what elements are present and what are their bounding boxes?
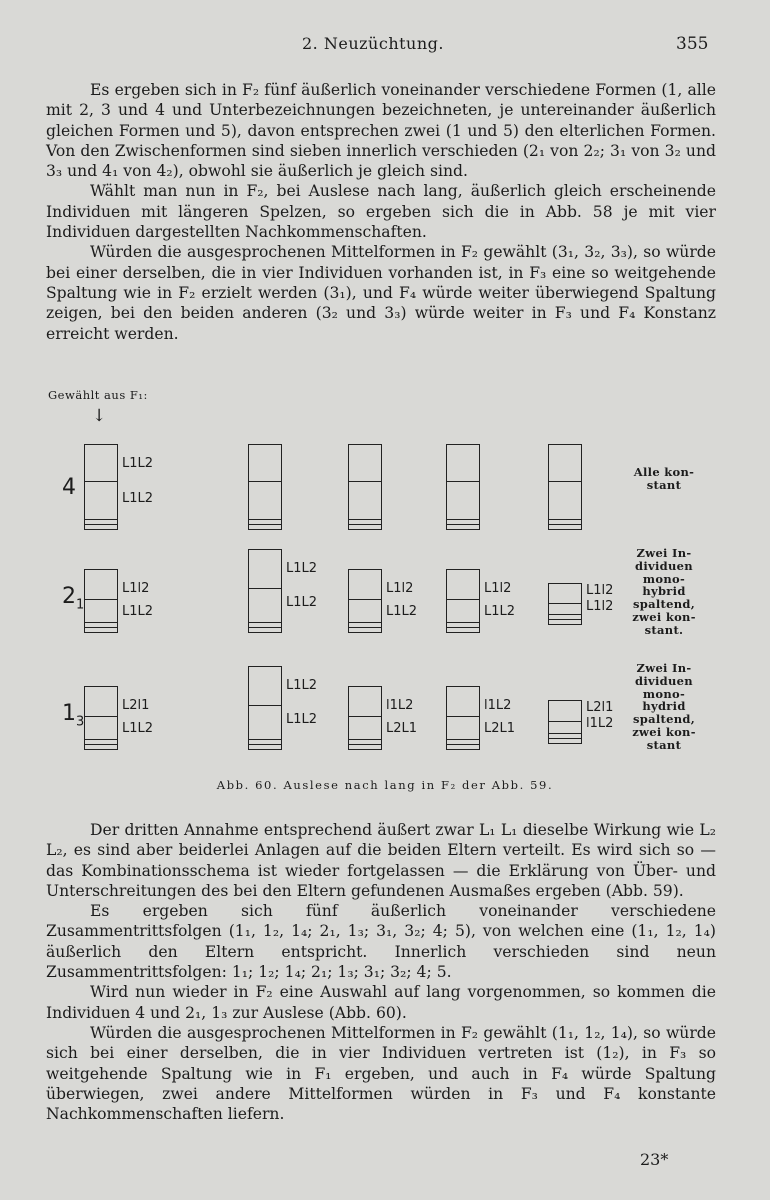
running-header <box>0 34 770 56</box>
row-label-number: 2 <box>62 584 76 609</box>
box-divider <box>447 481 479 482</box>
genotype-label-top: L1l2 <box>586 583 614 598</box>
box-base-line <box>248 622 282 623</box>
plant-box <box>446 569 480 633</box>
box-base-line <box>84 524 118 525</box>
genotype-label-top: L1L2 <box>286 678 318 693</box>
plant-box <box>446 444 480 530</box>
box-base-line <box>348 744 382 745</box>
box-divider <box>549 721 581 722</box>
box-divider <box>447 599 479 600</box>
paragraph: Würden die ausgesprochenen Mittelformen in F₂ gewählt (1₁, 1₂, 1₄), so würde sich bei einer derselben, die in vier Individuen vertreten ist (1₂), in F₃ so weitgehende Spaltung wie in F₁ ergeben, und auch in F₄ würde Spaltung überwiegen, zwei andere Mittelformen würden in F₃ und F₄ konstante Nachkommenschaften liefern. <box>46 1023 716 1124</box>
box-base-line <box>548 524 582 525</box>
box-base-line <box>348 622 382 623</box>
box-divider <box>549 481 581 482</box>
genotype-label-top: L1l2 <box>484 581 512 596</box>
top-text-block <box>46 80 716 344</box>
plant-box <box>84 569 118 633</box>
genotype-label-top: L1L2 <box>122 456 154 471</box>
genotype-label-bottom: L2L1 <box>386 721 418 736</box>
paragraph: Der dritten Annahme entsprechend äußert zwar L₁ L₁ dieselbe Wirkung wie L₂ L₂, es sind aber beiderlei Anlagen auf die beiden Eltern verteilt. Es wird sich so — das Kombinationsschema ist wieder fortgelassen — die Erklärung von Über- und Unterschreitungen des bei den Eltern gefundenen Ausmaßes ergeben (Abb. 59). <box>46 821 716 900</box>
box-divider <box>249 481 281 482</box>
row-label-number: 4 <box>62 475 76 500</box>
box-base-line <box>348 519 382 520</box>
plant-box <box>84 444 118 530</box>
genotype-label-bottom: L2L1 <box>484 721 516 736</box>
row-label-number: 1 <box>62 701 76 726</box>
paragraph: Es ergeben sich fünf äußerlich voneinander verschiedene Zusammentrittsfolgen (1₁, 1₂, 1₄; 2₁, 1₃; 3₁, 3₂; 4; 5), von welchen eine (1₁, 1₂, 1₄) äußerlich den Eltern entspricht. Innerlich verschieden sind neun Zusammentrittsfolgen: 1₁; 1₂; 1₄; 2₁; 1₃; 3₁; 3₂; 4; 5. <box>46 902 716 982</box>
plant-box <box>84 686 118 750</box>
box-divider <box>349 481 381 482</box>
plant-box <box>548 444 582 530</box>
box-base-line <box>446 627 480 628</box>
box-base-line <box>446 744 480 745</box>
plant-box <box>248 549 282 633</box>
plant-box <box>248 444 282 530</box>
paragraph: Wählt man nun in F₂, bei Auslese nach lang, äußerlich gleich erscheinende Individuen mit längeren Spelzen, so ergeben sich die in Abb. 58 je mit vier Individuen dargestellten Nachkommenschaften. <box>46 182 716 242</box>
box-divider <box>447 716 479 717</box>
genotype-label-bottom: L1L2 <box>484 604 516 619</box>
box-base-line <box>84 627 118 628</box>
genotype-label-top: L2l1 <box>122 698 150 713</box>
genotype-label-bottom: L1L2 <box>122 604 154 619</box>
row-note: Zwei In- dividuen mono- hybrid spaltend, zwei kon- stant. <box>632 546 696 637</box>
row-label <box>62 475 76 503</box>
genotype-label-top: L1L2 <box>286 561 318 576</box>
genotype-label-bottom: L1L2 <box>386 604 418 619</box>
box-divider <box>85 599 117 600</box>
box-base-line <box>84 519 118 520</box>
box-divider <box>549 603 581 604</box>
box-base-line <box>348 739 382 740</box>
plant-box <box>348 686 382 750</box>
box-base-line <box>446 739 480 740</box>
row-note: Zwei In- dividuen mono- hydrid spaltend, zwei kon- stant <box>632 661 696 752</box>
box-divider <box>249 705 281 706</box>
box-divider <box>85 481 117 482</box>
paragraph: Es ergeben sich in F₂ fünf äußerlich voneinander verschiedene Formen (1, alle mit 2, 3 und 4 und Unterbezeichnungen bezeichneten, je untereinander äußerlich gleichen Formen und 5), davon entsprechen zwei (1 und 5) den elterlichen Formen. Von den Zwischenformen sind sieben innerlich verschieden (2₁ von 2₂; 3₁ von 3₂ und 3₃ und 4₁ von 4₂), obwohl sie äußerlich je gleich sind. <box>46 81 716 181</box>
row-label <box>62 584 84 612</box>
row-note: Alle kon- stant <box>633 465 695 492</box>
box-base-line <box>84 739 118 740</box>
box-base-line <box>446 622 480 623</box>
down-arrow-icon: ↓ <box>92 406 107 426</box>
row-label-subscript: 1 <box>76 597 85 613</box>
box-base-line <box>348 524 382 525</box>
box-divider <box>349 716 381 717</box>
row-label-subscript: 3 <box>76 714 85 730</box>
box-base-line <box>248 524 282 525</box>
box-base-line <box>248 744 282 745</box>
box-base-line <box>548 619 582 620</box>
plant-box <box>548 700 582 744</box>
plant-box <box>248 666 282 750</box>
genotype-label-bottom: L1l2 <box>586 599 614 614</box>
genotype-label-top: L1l2 <box>386 581 414 596</box>
genotype-label-bottom: l1L2 <box>586 716 614 731</box>
chapter-title: 2. Neuzüchtung. <box>302 34 444 53</box>
paragraph: Wird nun wieder in F₂ eine Auswahl auf lang vorgenommen, so kommen die Individuen 4 und 2₁, 1₃ zur Auslese (Abb. 60). <box>46 983 716 1022</box>
box-divider <box>249 588 281 589</box>
genotype-label-bottom: L1L2 <box>122 491 154 506</box>
plant-box <box>548 583 582 625</box>
plant-box <box>348 569 382 633</box>
plant-box <box>446 686 480 750</box>
box-base-line <box>548 519 582 520</box>
box-base-line <box>548 738 582 739</box>
paragraph: Würden die ausgesprochenen Mittelformen in F₂ gewählt (3₁, 3₂, 3₃), so würde bei einer derselben, die in vier Individuen vorhanden ist, in F₃ eine so weitgehende Spaltung wie in F₂ erzielt werden (3₁), und F₄ würde weiter überwiegend Spaltung zeigen, bei den beiden anderen (3₂ und 3₃) würde weiter in F₃ und F₄ Konstanz erreicht werden. <box>46 243 716 343</box>
box-base-line <box>84 622 118 623</box>
genotype-label-top: L1l2 <box>122 581 150 596</box>
signature-mark: 23* <box>640 1150 669 1169</box>
box-base-line <box>446 519 480 520</box>
bottom-text-block <box>46 820 716 1124</box>
box-base-line <box>84 744 118 745</box>
box-base-line <box>548 614 582 615</box>
row-label <box>62 701 84 729</box>
genotype-label-top: l1L2 <box>484 698 512 713</box>
figure-selected-label: Gewählt aus F₁: <box>48 388 148 402</box>
box-base-line <box>548 733 582 734</box>
box-base-line <box>248 519 282 520</box>
box-divider <box>85 716 117 717</box>
genotype-label-bottom: L1L2 <box>286 595 318 610</box>
genotype-label-bottom: L1L2 <box>286 712 318 727</box>
box-divider <box>349 599 381 600</box>
genotype-label-top: L2l1 <box>586 700 614 715</box>
box-base-line <box>248 739 282 740</box>
box-base-line <box>446 524 480 525</box>
genotype-label-bottom: L1L2 <box>122 721 154 736</box>
page-number: 355 <box>676 34 709 54</box>
box-base-line <box>348 627 382 628</box>
genotype-label-top: l1L2 <box>386 698 414 713</box>
box-base-line <box>248 627 282 628</box>
figure-caption: Abb. 60. Auslese nach lang in F₂ der Abb. 59. <box>216 778 554 792</box>
plant-box <box>348 444 382 530</box>
